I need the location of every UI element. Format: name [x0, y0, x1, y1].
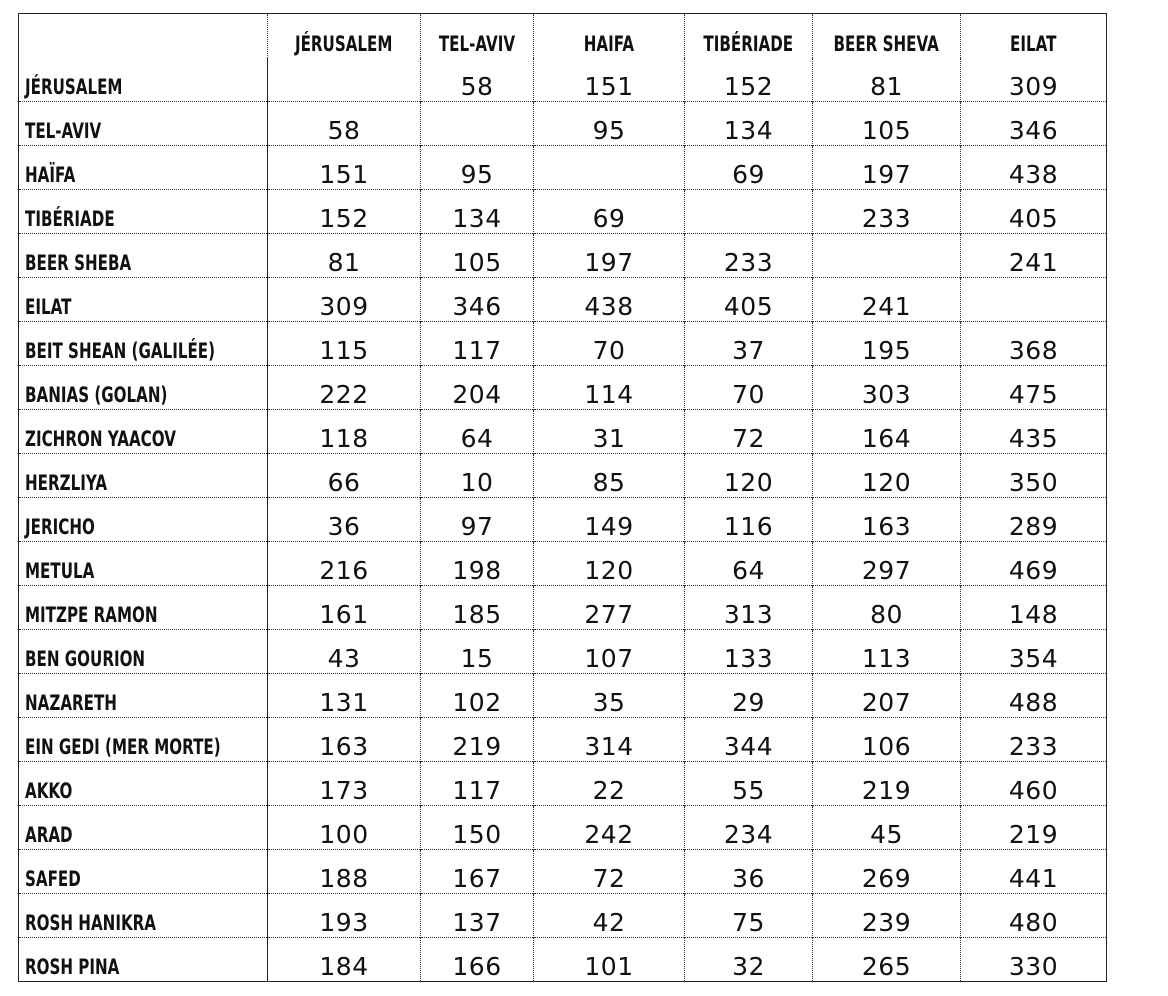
- distance-cell: 114: [534, 366, 685, 410]
- distance-cell: 314: [534, 718, 685, 762]
- corner-cell: [19, 14, 268, 58]
- distance-cell: 36: [685, 850, 813, 894]
- table-row: [19, 542, 1107, 586]
- row-label: MITZPE RAMON: [25, 603, 158, 627]
- row-header: [19, 806, 268, 850]
- distance-cell: 438: [534, 278, 685, 322]
- table-row: [19, 146, 1107, 190]
- distance-cell: 35: [534, 674, 685, 718]
- distance-cell: 152: [268, 190, 421, 234]
- row-header: [19, 762, 268, 806]
- distance-cell: 133: [685, 630, 813, 674]
- row-label: BEIT SHEAN (GALILÉE): [25, 339, 216, 363]
- row-header: [19, 190, 268, 234]
- distance-cell: 405: [961, 190, 1107, 234]
- row-label: SAFED: [25, 867, 81, 891]
- row-header: [19, 850, 268, 894]
- distance-cell: 173: [268, 762, 421, 806]
- distance-cell: 233: [813, 190, 961, 234]
- row-header: [19, 278, 268, 322]
- row-label: ROSH HANIKRA: [25, 911, 157, 935]
- distance-cell: 309: [961, 58, 1107, 102]
- table-row: [19, 410, 1107, 454]
- distance-cell: 72: [685, 410, 813, 454]
- column-header: EILAT: [961, 14, 1107, 58]
- distance-cell: 239: [813, 894, 961, 938]
- distance-cell: 313: [685, 586, 813, 630]
- row-label: JÉRUSALEM: [25, 75, 123, 99]
- distance-cell: 120: [813, 454, 961, 498]
- distance-cell: 105: [421, 234, 534, 278]
- distance-cell: 58: [268, 102, 421, 146]
- row-label: BEER SHEBA: [25, 251, 132, 275]
- table-row: [19, 366, 1107, 410]
- distance-cell: 149: [534, 498, 685, 542]
- row-label: ROSH PINA: [25, 955, 120, 979]
- distance-cell: 64: [685, 542, 813, 586]
- row-header: [19, 234, 268, 278]
- table-row: [19, 454, 1107, 498]
- row-label: METULA: [25, 559, 95, 583]
- distance-cell: 55: [685, 762, 813, 806]
- distance-cell: [685, 190, 813, 234]
- row-label: BANIAS (GOLAN): [25, 383, 168, 407]
- row-header: [19, 146, 268, 190]
- distance-cell: 70: [685, 366, 813, 410]
- table-row: [19, 58, 1107, 102]
- distance-cell: [534, 146, 685, 190]
- distance-cell: 438: [961, 146, 1107, 190]
- distance-cell: 80: [813, 586, 961, 630]
- distance-cell: 222: [268, 366, 421, 410]
- distance-cell: 303: [813, 366, 961, 410]
- distance-cell: 219: [421, 718, 534, 762]
- distance-cell: 134: [685, 102, 813, 146]
- row-label: EIN GEDI (MER MORTE): [25, 735, 221, 759]
- distance-cell: 297: [813, 542, 961, 586]
- distance-cell: 81: [268, 234, 421, 278]
- row-label: JERICHO: [25, 515, 95, 539]
- distance-cell: 151: [534, 58, 685, 102]
- distance-cell: 45: [813, 806, 961, 850]
- distance-cell: 241: [961, 234, 1107, 278]
- distance-cell: 131: [268, 674, 421, 718]
- distance-cell: [421, 102, 534, 146]
- distance-cell: 346: [961, 102, 1107, 146]
- distance-cell: [813, 234, 961, 278]
- table-row: [19, 806, 1107, 850]
- distance-cell: 115: [268, 322, 421, 366]
- distance-cell: 269: [813, 850, 961, 894]
- distance-cell: 70: [534, 322, 685, 366]
- distance-cell: 216: [268, 542, 421, 586]
- distance-cell: 150: [421, 806, 534, 850]
- distance-cell: 31: [534, 410, 685, 454]
- distance-cell: 354: [961, 630, 1107, 674]
- distance-cell: 344: [685, 718, 813, 762]
- distance-cell: 36: [268, 498, 421, 542]
- row-label: TIBÉRIADE: [25, 207, 115, 231]
- header-row: [19, 14, 1107, 58]
- distance-cell: 435: [961, 410, 1107, 454]
- distance-cell: 188: [268, 850, 421, 894]
- distance-cell: 100: [268, 806, 421, 850]
- distance-cell: 107: [534, 630, 685, 674]
- distance-cell: 117: [421, 322, 534, 366]
- distance-cell: 151: [268, 146, 421, 190]
- distance-cell: 102: [421, 674, 534, 718]
- row-label: NAZARETH: [25, 691, 117, 715]
- distance-cell: 163: [268, 718, 421, 762]
- row-header: [19, 894, 268, 938]
- distance-cell: 161: [268, 586, 421, 630]
- distance-cell: 113: [813, 630, 961, 674]
- distance-cell: 193: [268, 894, 421, 938]
- table-row: [19, 234, 1107, 278]
- distance-cell: 152: [685, 58, 813, 102]
- distance-cell: 330: [961, 938, 1107, 982]
- distance-cell: 289: [961, 498, 1107, 542]
- column-header: JÉRUSALEM: [268, 14, 421, 58]
- distance-cell: 219: [961, 806, 1107, 850]
- row-label: BEN GOURION: [25, 647, 146, 671]
- distance-cell: 148: [961, 586, 1107, 630]
- distance-cell: 29: [685, 674, 813, 718]
- table-row: [19, 938, 1107, 982]
- distance-cell: 167: [421, 850, 534, 894]
- row-label: AKKO: [25, 779, 73, 803]
- distance-cell: 95: [421, 146, 534, 190]
- row-header: [19, 454, 268, 498]
- distance-cell: 22: [534, 762, 685, 806]
- table-row: [19, 674, 1107, 718]
- row-label: TEL-AVIV: [25, 119, 102, 143]
- distance-cell: 166: [421, 938, 534, 982]
- distance-cell: 164: [813, 410, 961, 454]
- row-header: [19, 718, 268, 762]
- table-row: [19, 498, 1107, 542]
- row-label: ARAD: [25, 823, 73, 847]
- distance-cell: 15: [421, 630, 534, 674]
- table-row: [19, 762, 1107, 806]
- distance-table: [18, 13, 1107, 982]
- distance-cell: 460: [961, 762, 1107, 806]
- distance-cell: 441: [961, 850, 1107, 894]
- row-header: [19, 322, 268, 366]
- distance-cell: 185: [421, 586, 534, 630]
- distance-cell: 204: [421, 366, 534, 410]
- distance-cell: 195: [813, 322, 961, 366]
- distance-cell: 58: [421, 58, 534, 102]
- row-header: [19, 102, 268, 146]
- distance-cell: 81: [813, 58, 961, 102]
- row-header: [19, 498, 268, 542]
- distance-cell: 116: [685, 498, 813, 542]
- distance-cell: 233: [961, 718, 1107, 762]
- row-header: [19, 366, 268, 410]
- distance-cell: 197: [813, 146, 961, 190]
- distance-cell: 32: [685, 938, 813, 982]
- column-header: TIBÉRIADE: [685, 14, 813, 58]
- distance-cell: 350: [961, 454, 1107, 498]
- table-row: [19, 718, 1107, 762]
- table-row: [19, 190, 1107, 234]
- distance-cell: 85: [534, 454, 685, 498]
- distance-cell: 101: [534, 938, 685, 982]
- table-row: [19, 322, 1107, 366]
- table-row: [19, 586, 1107, 630]
- distance-cell: 346: [421, 278, 534, 322]
- column-header: TEL-AVIV: [421, 14, 534, 58]
- table-row: [19, 278, 1107, 322]
- distance-cell: 64: [421, 410, 534, 454]
- row-header: [19, 542, 268, 586]
- distance-cell: 10: [421, 454, 534, 498]
- distance-cell: 480: [961, 894, 1107, 938]
- distance-cell: 43: [268, 630, 421, 674]
- distance-cell: 134: [421, 190, 534, 234]
- column-header: HAIFA: [534, 14, 685, 58]
- distance-cell: 309: [268, 278, 421, 322]
- row-header: [19, 674, 268, 718]
- distance-cell: [961, 278, 1107, 322]
- column-header: BEER SHEVA: [813, 14, 961, 58]
- distance-cell: 97: [421, 498, 534, 542]
- distance-cell: 118: [268, 410, 421, 454]
- distance-cell: 241: [813, 278, 961, 322]
- distance-cell: 207: [813, 674, 961, 718]
- row-label: HERZLIYA: [25, 471, 108, 495]
- distance-cell: 120: [685, 454, 813, 498]
- distance-cell: 117: [421, 762, 534, 806]
- distance-cell: 405: [685, 278, 813, 322]
- distance-cell: 234: [685, 806, 813, 850]
- distance-cell: 219: [813, 762, 961, 806]
- distance-cell: 277: [534, 586, 685, 630]
- table-row: [19, 630, 1107, 674]
- row-label: HAÏFA: [25, 163, 76, 187]
- distance-cell: 42: [534, 894, 685, 938]
- distance-cell: 72: [534, 850, 685, 894]
- distance-cell: 198: [421, 542, 534, 586]
- distance-cell: 37: [685, 322, 813, 366]
- table-row: [19, 894, 1107, 938]
- distance-cell: 242: [534, 806, 685, 850]
- distance-cell: 475: [961, 366, 1107, 410]
- row-header: [19, 58, 268, 102]
- distance-cell: 137: [421, 894, 534, 938]
- distance-cell: 265: [813, 938, 961, 982]
- distance-cell: 69: [534, 190, 685, 234]
- distance-cell: 105: [813, 102, 961, 146]
- distance-cell: 106: [813, 718, 961, 762]
- distance-cell: 197: [534, 234, 685, 278]
- row-label: EILAT: [25, 295, 72, 319]
- distance-cell: 368: [961, 322, 1107, 366]
- distance-cell: 66: [268, 454, 421, 498]
- row-header: [19, 630, 268, 674]
- distance-cell: 69: [685, 146, 813, 190]
- table-row: [19, 850, 1107, 894]
- distance-cell: 469: [961, 542, 1107, 586]
- distance-cell: [268, 58, 421, 102]
- distance-cell: 75: [685, 894, 813, 938]
- row-header: [19, 586, 268, 630]
- distance-cell: 488: [961, 674, 1107, 718]
- distance-cell: 184: [268, 938, 421, 982]
- distance-cell: 163: [813, 498, 961, 542]
- table-row: [19, 102, 1107, 146]
- distance-cell: 95: [534, 102, 685, 146]
- row-header: [19, 938, 268, 982]
- row-label: ZICHRON YAACOV: [25, 427, 176, 451]
- distance-cell: 233: [685, 234, 813, 278]
- row-header: [19, 410, 268, 454]
- distance-cell: 120: [534, 542, 685, 586]
